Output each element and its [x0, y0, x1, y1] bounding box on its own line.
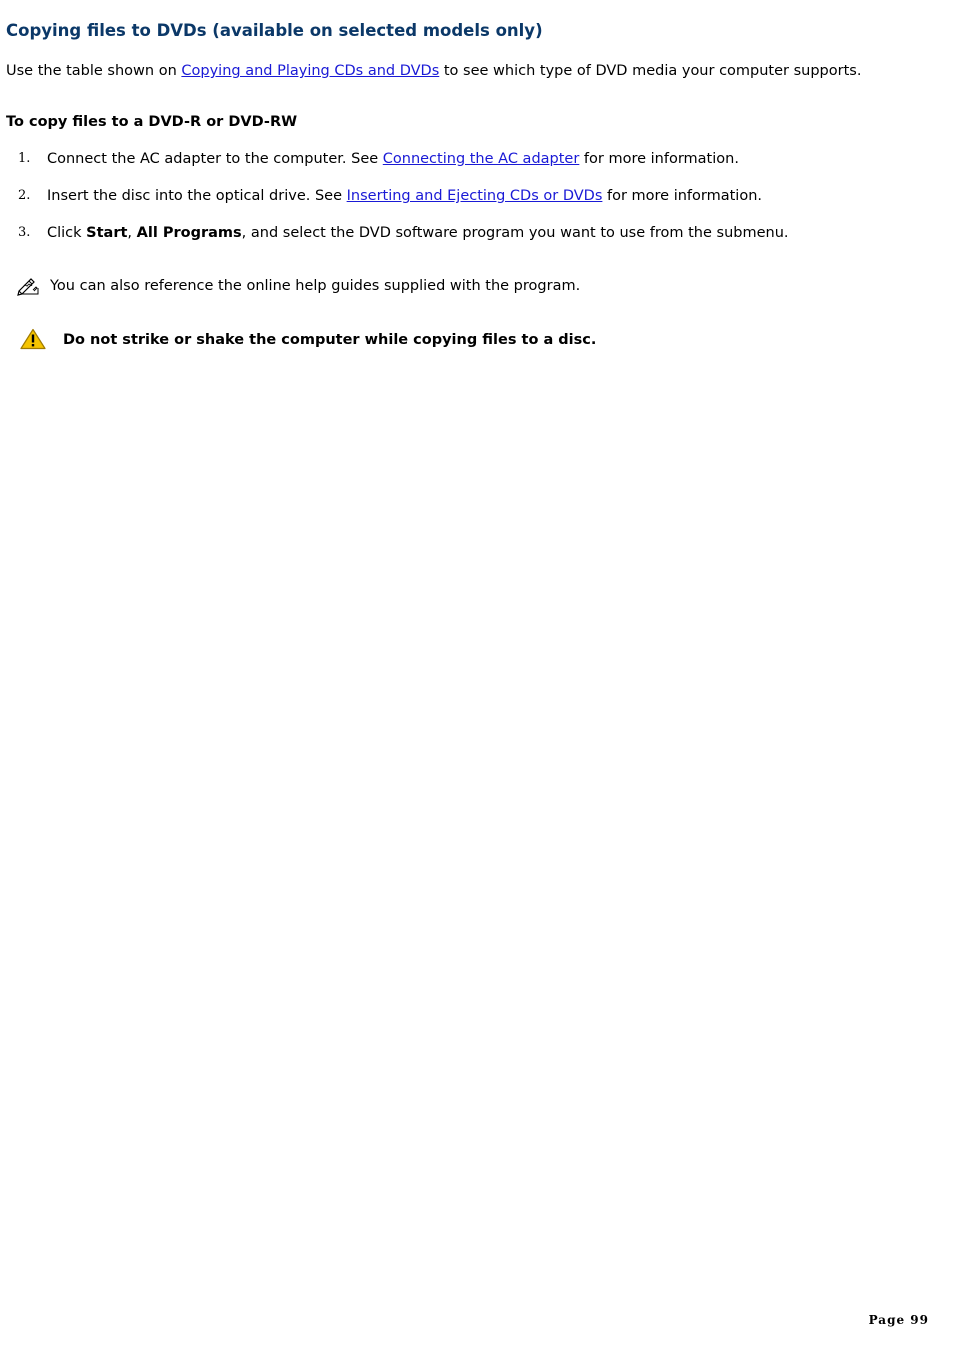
step-text-before: Connect the AC adapter to the computer. See	[47, 151, 383, 167]
step-item-1	[0, 151, 940, 173]
step-number: 2.	[18, 188, 31, 203]
section-heading: To copy files to a DVD-R or DVD-RW	[6, 114, 298, 130]
step-item-2	[0, 188, 940, 210]
step-number: 1.	[18, 151, 31, 166]
step-item-3	[0, 225, 940, 247]
note-callout	[16, 276, 916, 300]
step-text-after: for more information.	[579, 151, 739, 167]
step-text	[47, 225, 789, 241]
step-text	[47, 188, 762, 204]
warning-triangle-icon	[20, 328, 46, 354]
step-text-before: Insert the disc into the optical drive. See	[47, 188, 347, 204]
step-text-after: for more information.	[602, 188, 763, 204]
link-inserting-ejecting-cds-dvds[interactable]: Inserting and Ejecting CDs or DVDs	[346, 188, 603, 204]
link-copying-and-playing-cds-dvds[interactable]: Copying and Playing CDs and DVDs	[181, 63, 440, 79]
page-title: Copying files to DVDs (available on selected models only)	[6, 21, 543, 40]
step-bold-start: Start	[86, 225, 128, 241]
page-number: Page 99	[868, 1313, 929, 1327]
warning-callout	[20, 328, 920, 354]
note-pencil-icon	[16, 276, 40, 300]
step-separator: ,	[127, 225, 137, 241]
note-text: You can also reference the online help guides supplied with the program.	[50, 278, 581, 294]
intro-paragraph	[6, 63, 861, 79]
intro-text-after: to see which type of DVD media your computer supports.	[439, 63, 862, 79]
step-text-after: , and select the DVD software program you want to use from the submenu.	[241, 225, 789, 241]
step-text-before: Click	[47, 225, 87, 241]
step-number: 3.	[18, 225, 31, 240]
step-bold-all-programs: All Programs	[136, 225, 242, 241]
warning-text: Do not strike or shake the computer while copying files to a disc.	[63, 332, 597, 348]
intro-text-before: Use the table shown on	[6, 63, 182, 79]
link-connecting-ac-adapter[interactable]: Connecting the AC adapter	[382, 151, 580, 167]
step-text	[47, 151, 739, 167]
